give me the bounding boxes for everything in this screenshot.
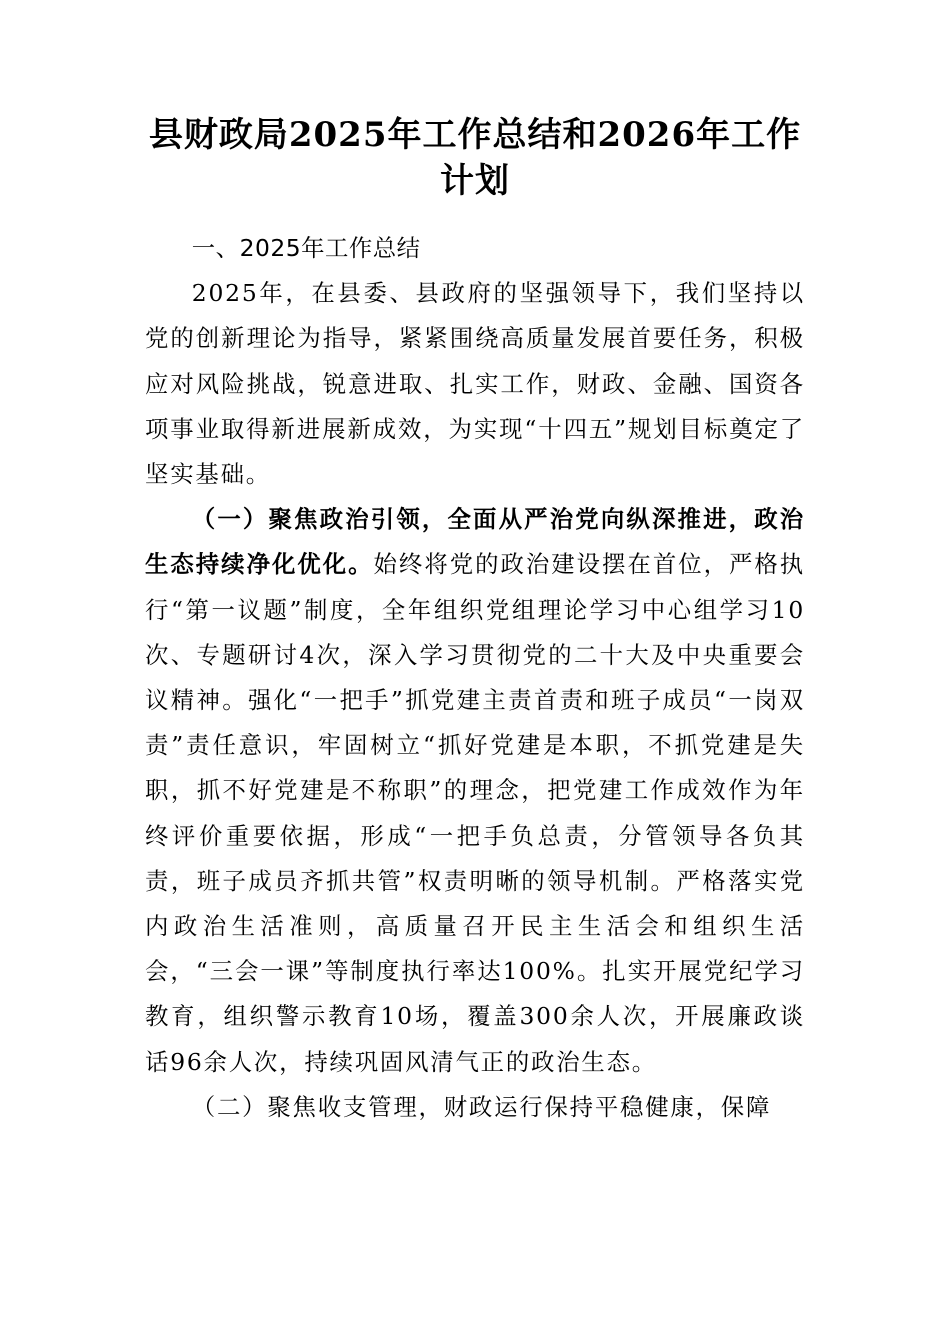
item-one-body: 始终将党的政治建设摆在首位，严格执行“第一议题”制度，全年组织党组理论学习中心组学习10次、专题研讨4次，深入学习贯彻党的二十大及中央重要会议精神。强化“一把手”抓党建主责首责和班子成员“一岗双责”责任意识，牢固树立“抓好党建是本职，不抓党建是失职，抓不好党建是不称职”的理念，把党建工作成效作为年终评价重要依据，形成“一把手负总责，分管领导各负其责，班子成员齐抓共管”权责明晰的领导机制。严格落实党内政治生活准则，高质量召开民主生活会和组织生活会，“三会一课”等制度执行率达100%。扎实开展党纪学习教育，组织警示教育10场，覆盖300余人次，开展廉政谈话96余人次，持续巩固风清气正的政治生态。 bbox=[145, 550, 805, 1076]
item-two-title: （二）聚焦收支管理，财政运行保持平稳健康，保障 bbox=[191, 1092, 772, 1121]
section-heading: 一、2025年工作总结 bbox=[191, 234, 421, 262]
item-one-paragraph bbox=[145, 497, 805, 1085]
document-title: 县财政局2025年工作总结和2026年工作计划 bbox=[148, 115, 802, 201]
item-two-paragraph bbox=[145, 1085, 805, 1130]
document-body bbox=[145, 226, 805, 1130]
item-one-title: （一）聚焦政治引领，全面从严治党向纵深推进，政治生态持续净化优化。 bbox=[145, 505, 805, 579]
intro-paragraph: 2025年，在县委、县政府的坚强领导下，我们坚持以党的创新理论为指导，紧紧围绕高质量发展首要任务，积极应对风险挑战，锐意进取、扎实工作，财政、金融、国资各项事业取得新进展新成效，为实现“十四五”规划目标奠定了坚实基础。 bbox=[145, 279, 805, 489]
